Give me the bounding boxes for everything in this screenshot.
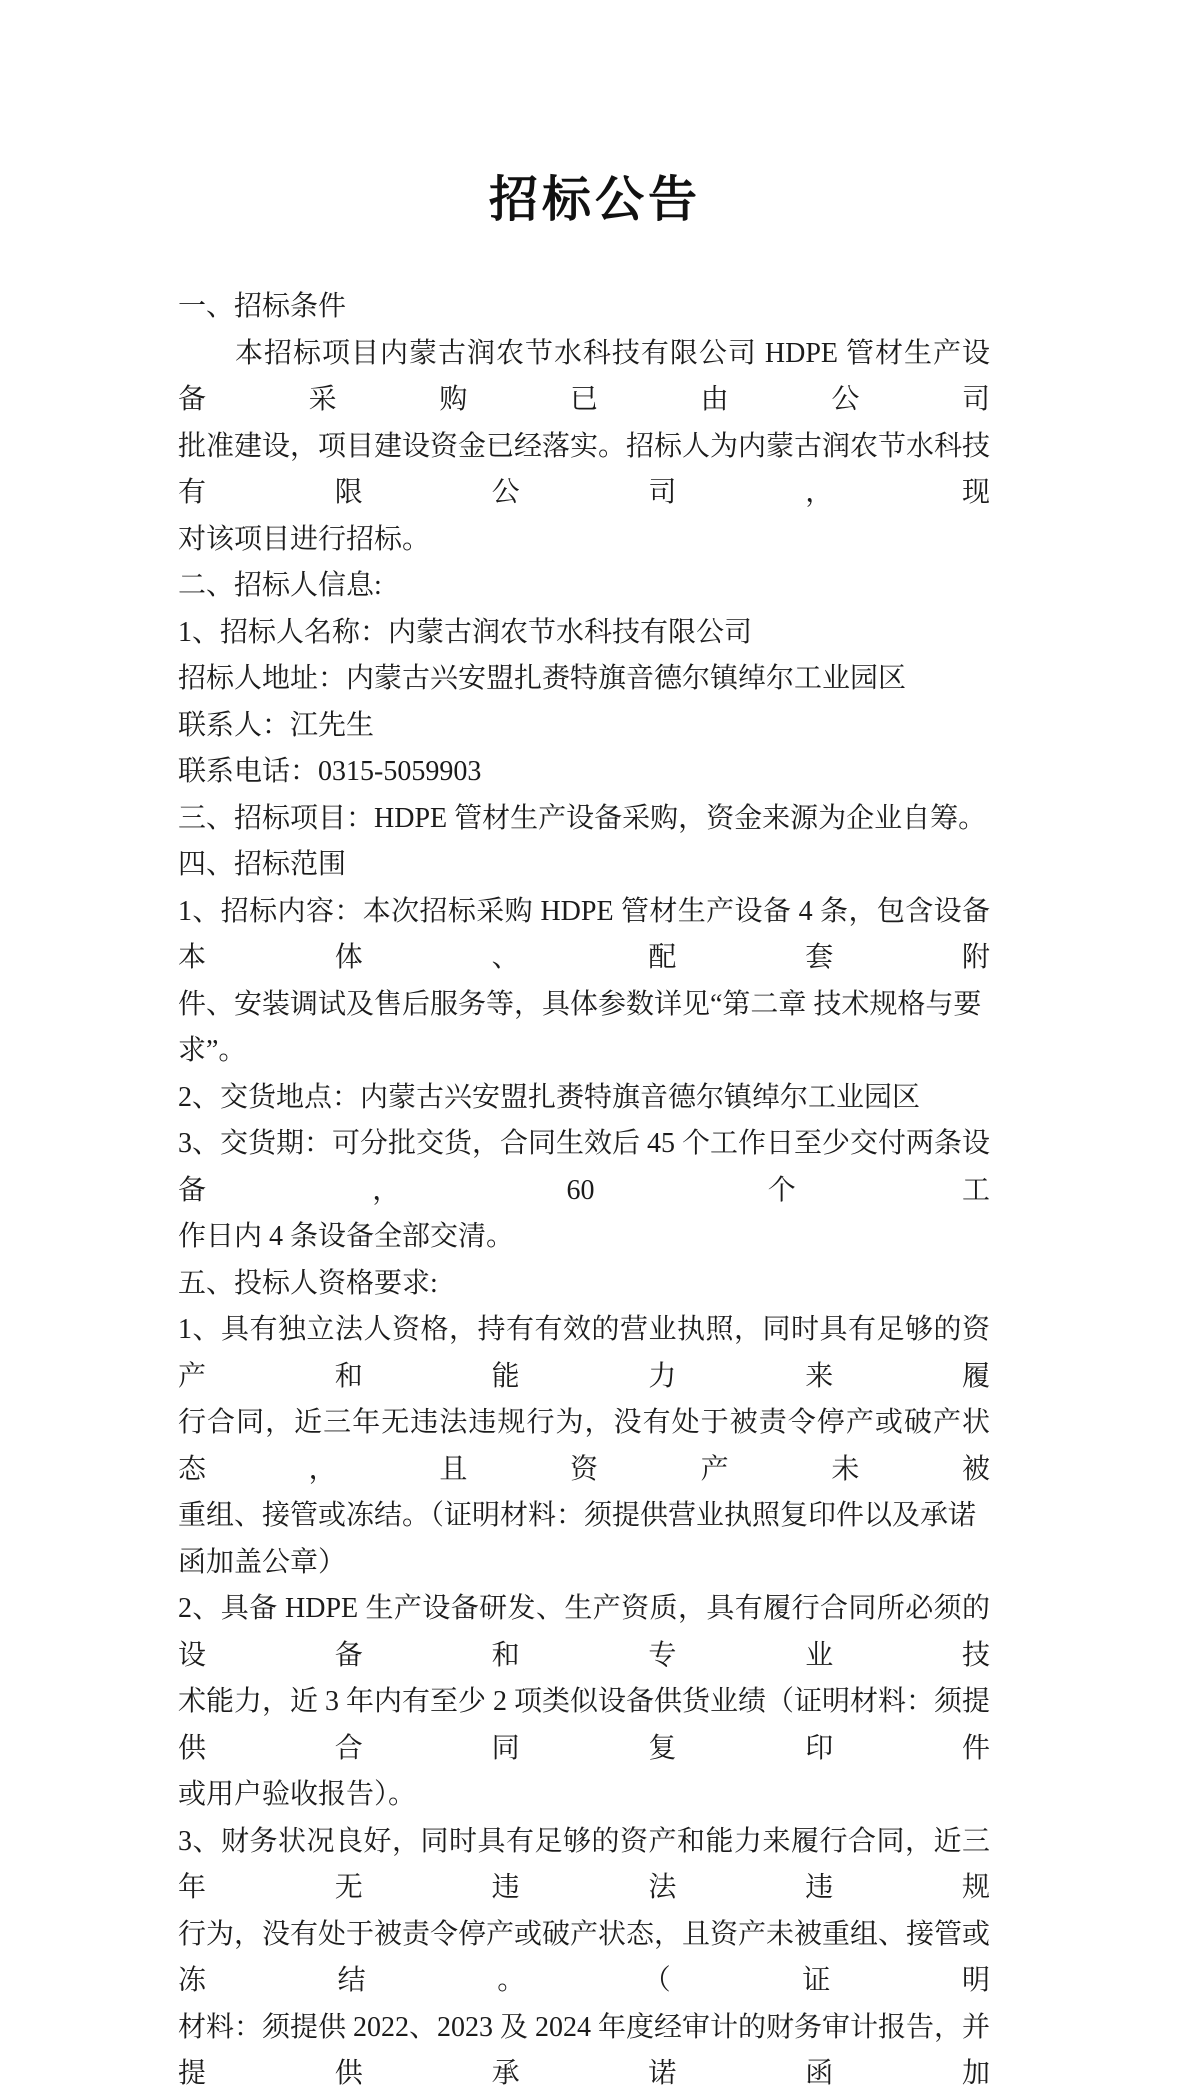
text-line: 2、具备 HDPE 生产设备研发、生产资质，具有履行合同所必须的设备和专业技 [178, 1593, 990, 1671]
text-line: 本招标项目内蒙古润农节水科技有限公司 HDPE 管材生产设备采购已由公司 [178, 337, 990, 415]
text-line: 一、招标条件 [178, 291, 347, 322]
text-line: 2、交货地点：内蒙古兴安盟扎赉特旗音德尔镇绰尔工业园区 [178, 1081, 921, 1113]
document-body [178, 284, 990, 2098]
text-line: 1、招标内容：本次招标采购 HDPE 管材生产设备 4 条，包含设备本体、配套附 [178, 895, 990, 973]
text-line: 行合同，近三年无违法违规行为，没有处于被责令停产或破产状态，且资产未被 [178, 1407, 990, 1485]
text-line: 二、招标人信息: [178, 570, 382, 601]
text-line: 四、招标范围 [178, 849, 347, 880]
text-line: 批准建设，项目建设资金已经落实。招标人为内蒙古润农节水科技有限公司，现 [178, 430, 991, 508]
text-line: 招标人地址：内蒙古兴安盟扎赉特旗音德尔镇绰尔工业园区 [178, 663, 907, 694]
text-line: 件、安装调试及售后服务等，具体参数详见“第二章 技术规格与要求”。 [178, 988, 982, 1066]
text-line: 联系电话：0315-5059903 [178, 756, 482, 787]
text-line: 3、交货期：可分批交货，合同生效后 45 个工作日至少交付两条设备，60 个工 [178, 1128, 991, 1206]
page-title: 招标公告 [488, 172, 701, 227]
text-line: 1、招标人名称：内蒙古润农节水科技有限公司 [178, 616, 753, 648]
text-line: 3、财务状况良好，同时具有足够的资产和能力来履行合同，近三年无违法违规 [178, 1825, 990, 1903]
text-line: 三、招标项目：HDPE 管材生产设备采购，资金来源为企业自筹。 [178, 802, 987, 834]
text-line: 重组、接管或冻结。（证明材料：须提供营业执照复印件以及承诺函加盖公章） [178, 1500, 977, 1578]
text-line: 行为，没有处于被责令停产或破产状态，且资产未被重组、接管或冻结。（证明 [178, 1918, 991, 1996]
text-line: 或用户验收报告）。 [178, 1779, 417, 1810]
text-line: 作日内 4 条设备全部交清。 [178, 1221, 515, 1252]
text-line: 五、投标人资格要求: [178, 1267, 438, 1299]
text-line: 联系人：江先生 [178, 709, 375, 741]
text-line: 对该项目进行招标。 [178, 523, 431, 555]
text-line: 1、具有独立法人资格，持有有效的营业执照，同时具有足够的资产和能力来履 [178, 1314, 990, 1392]
text-line: 材料：须提供 2022、2023 及 2024 年度经审计的财务审计报告，并提供承诺函加 [178, 2011, 991, 2089]
text-line: 术能力，近 3 年内有至少 2 项类似设备供货业绩（证明材料：须提供合同复印件 [178, 1686, 991, 1764]
